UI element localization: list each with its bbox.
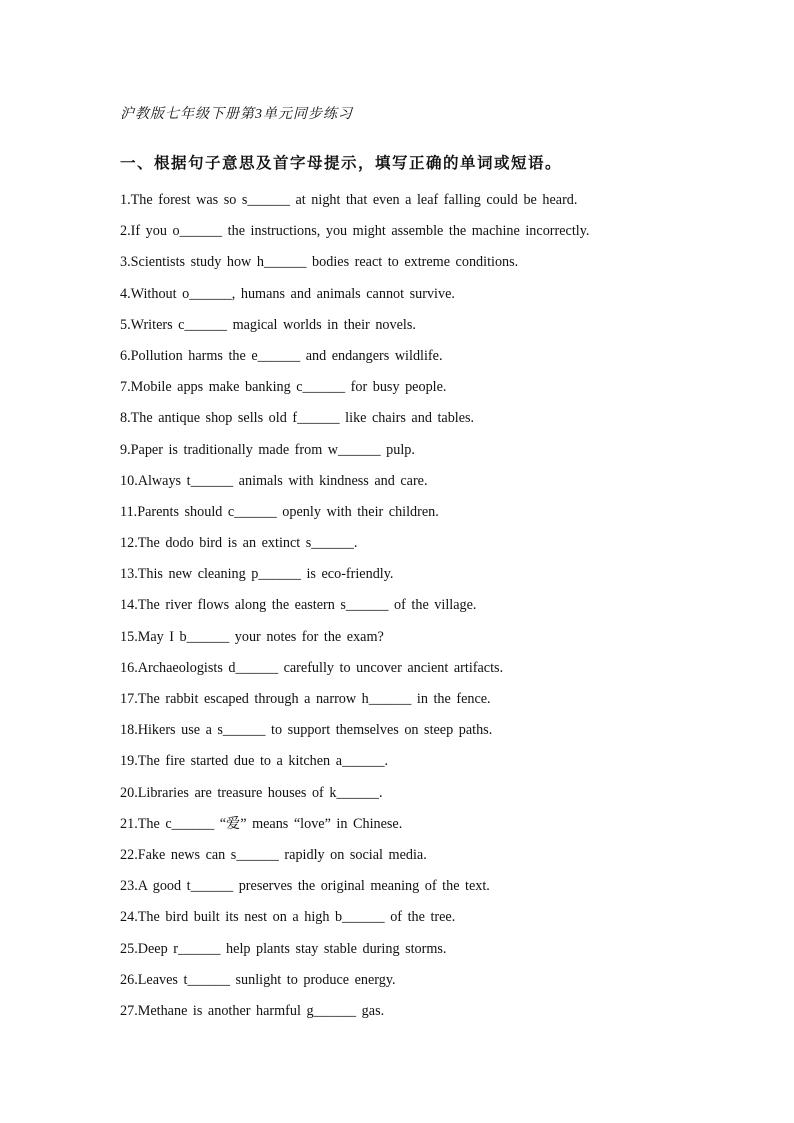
exercise-item: 11.Parents should c______ openly with their children. — [120, 503, 439, 520]
exercise-item: 7.Mobile apps make banking c______ for busy people. — [120, 379, 447, 396]
exercise-item: 13.This new cleaning p______ is eco-friendly. — [120, 566, 394, 583]
exercise-item: 27.Methane is another harmful g______ gas. — [120, 1002, 385, 1019]
exercise-item: 15.May I b______ your notes for the exam? — [120, 628, 384, 645]
exercise-list — [120, 190, 589, 1032]
exercise-item: 23.A good t______ preserves the original meaning of the text. — [120, 878, 490, 895]
exercise-item: 21.The c______ “爱” means “love” in Chinese. — [120, 815, 403, 832]
exercise-item: 9.Paper is traditionally made from w______ pulp. — [120, 441, 415, 458]
document-title: 沪教版七年级下册第3单元同步练习 — [120, 107, 353, 122]
exercise-item: 2.If you o______ the instructions, you might assemble the machine incorrectly. — [120, 223, 590, 240]
exercise-item: 10.Always t______ animals with kindness and care. — [120, 472, 428, 489]
exercise-item: 3.Scientists study how h______ bodies react to extreme conditions. — [120, 254, 519, 271]
exercise-item: 5.Writers c______ magical worlds in their novels. — [120, 316, 416, 333]
exercise-item: 25.Deep r______ help plants stay stable during storms. — [120, 940, 447, 957]
exercise-item: 4.Without o______, humans and animals cannot survive. — [120, 285, 455, 302]
exercise-item: 20.Libraries are treasure houses of k______. — [120, 784, 383, 801]
exercise-item: 18.Hikers use a s______ to support themselves on steep paths. — [120, 722, 493, 739]
exercise-item: 22.Fake news can s______ rapidly on social media. — [120, 846, 427, 863]
exercise-item: 24.The bird built its nest on a high b______ of the tree. — [120, 909, 456, 926]
exercise-item: 19.The fire started due to a kitchen a______. — [120, 753, 389, 770]
exercise-item: 26.Leaves t______ sunlight to produce energy. — [120, 971, 396, 988]
exercise-item: 14.The river flows along the eastern s______ of the village. — [120, 597, 477, 614]
exercise-item: 16.Archaeologists d______ carefully to uncover ancient artifacts. — [120, 659, 504, 676]
exercise-item: 12.The dodo bird is an extinct s______. — [120, 535, 358, 552]
exercise-item: 17.The rabbit escaped through a narrow h______ in the fence. — [120, 691, 491, 707]
exercise-item: 8.The antique shop sells old f______ like chairs and tables. — [120, 410, 475, 427]
section-heading: 一、根据句子意思及首字母提示，填写正确的单词或短语。 — [120, 155, 563, 172]
exercise-item: 1.The forest was so s______ at night that even a leaf falling could be heard. — [120, 192, 578, 208]
exercise-item: 6.Pollution harms the e______ and endangers wildlife. — [120, 347, 443, 364]
